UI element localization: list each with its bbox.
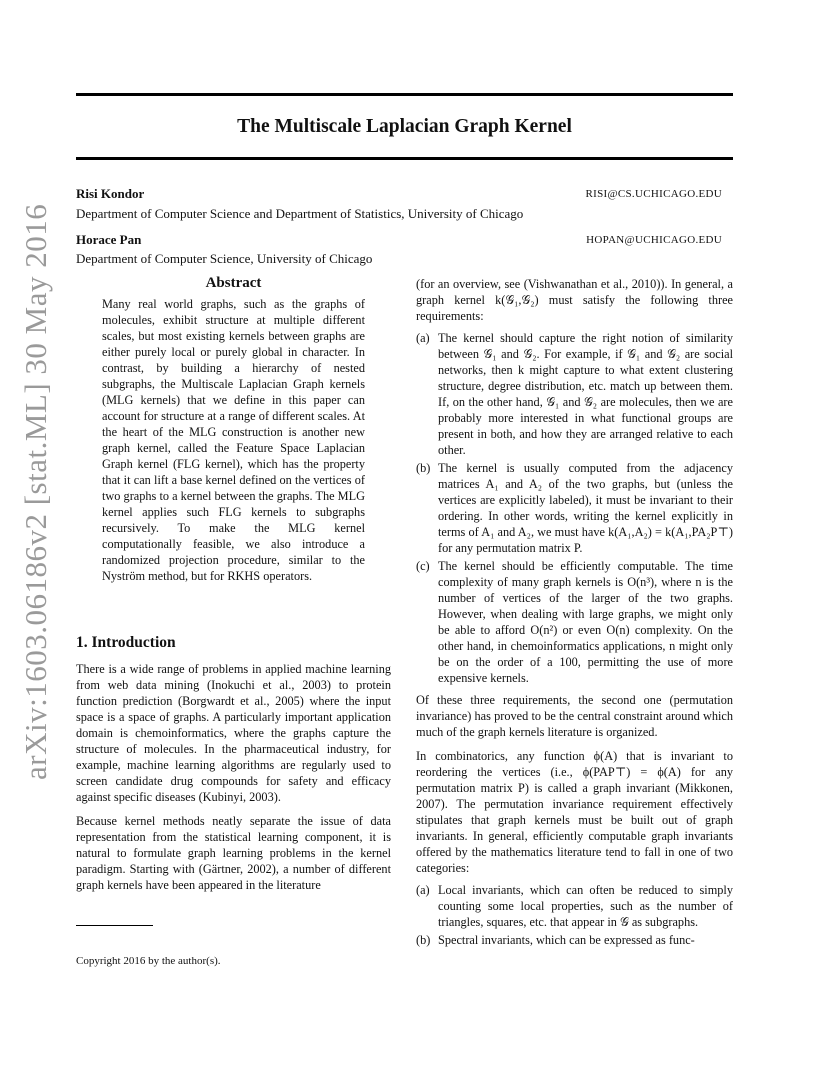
enum-label: (a) (416, 883, 430, 897)
author-affiliation: Department of Computer Science, University of Chicago (76, 251, 373, 266)
requirement-text: The kernel should capture the right notion of similarity between 𝒢₁ and 𝒢₂. For example, if 𝒢₁ and 𝒢₂ are social networks, then k might capture to what extent clustering structure, degree distribution, etc. match up between them. If, on the other hand, 𝒢₁ and 𝒢₂ are molecules, then we are probably more interested in what functional groups are present in both, and how they are arranged relative to each other. (438, 331, 733, 457)
intro-paragraph: There is a wide range of problems in applied machine learning from web data mining (Inokuchi et al., 2003) to protein function prediction (Borgwardt et al., 2005) where the input space is a space of graphs. A particularly important application domain is chemoinformatics, where the graphs capture the structure of molecules. In the pharmaceutical industry, for example, machine learning algorithms are regularly used to screen candidate drug compounds for safety and efficacy against specific diseases (Kubinyi, 2003). (76, 662, 391, 804)
abstract-heading: Abstract (205, 275, 262, 291)
category-text: Spectral invariants, which can be expressed as func- (438, 933, 695, 947)
requirement-item (416, 460, 733, 556)
paper-title: The Multiscale Laplacian Graph Kernel (237, 116, 572, 137)
enum-label: (b) (416, 461, 431, 475)
requirement-text: The kernel should be efficiently computable. The time complexity of many graph kernels is O(n³), where n is the number of vertices of the larger of the two graphs. However, when dealing with large graphs, we might only be able to afford O(n²) or even O(n) complexity. On the other hand, in chemoinformatics applications, n might only be on the order of a 100, permitting the use of more expensive kernels. (438, 559, 733, 685)
title-bottom-rule (76, 157, 733, 160)
author-name: Horace Pan (76, 232, 142, 247)
requirement-text: The kernel is usually computed from the adjacency matrices A₁ and A₂ of the two graphs, but (unless the vertices are explicitly labeled), it must be invariant to their ordering. In other words, writing the kernel explicitly in terms of A₁ and A₂, we must have k(A₁,A₂) = k(A₁,PA₂P⊤) for any permutation matrix P. (438, 461, 733, 555)
enum-label: (b) (416, 933, 431, 947)
section-heading-introduction: 1. Introduction (76, 634, 176, 651)
author-email: RISI@CS.UCHICAGO.EDU (585, 188, 722, 200)
arxiv-stamp: arXiv:1603.06186v2 [stat.ML] 30 May 2016 (18, 203, 53, 780)
category-text: Local invariants, which can often be reduced to simply counting some local properties, such as the number of triangles, squares, etc. that appear in 𝒢 as subgraphs. (438, 883, 733, 929)
footnote-rule (76, 925, 153, 926)
enum-label: (c) (416, 559, 430, 573)
intro-paragraph: Because kernel methods neatly separate the issue of data representation from the statistical learning component, it is natural to formulate graph learning problems in the kernel paradigm. Starting with (Gärtner, 2002), a number of different graph kernels have been appeared in the literature (76, 814, 391, 892)
author-name: Risi Kondor (76, 186, 145, 201)
requirement-item (416, 330, 733, 458)
body-paragraph: In combinatorics, any function ϕ(A) that is invariant to reordering the vertices (i.e., ϕ(PAP⊤) = ϕ(A) for any permutation matrix P) is called a graph invariant (Mikkonen, 2007). The permutation invariance requirement effectively stipulates that graph kernels must be built out of graph invariants. In general, efficiently computable graph invariants offered by the mathematics literature tend to fall in one of two categories: (416, 749, 733, 875)
title-top-rule (76, 93, 733, 96)
author-email: HOPAN@UCHICAGO.EDU (586, 234, 722, 246)
body-paragraph: (for an overview, see (Vishwanathan et al., 2010)). In general, a graph kernel k(𝒢₁,𝒢₂) must satisfy the following three requirements: (416, 277, 733, 323)
abstract-text: Many real world graphs, such as the graphs of molecules, exhibit structure at multiple different scales, but most existing kernels between graphs are either purely local or purely global in character. In contrast, by building a hierarchy of nested subgraphs, the Multiscale Laplacian Graph kernels (MLG kernels) that we define in this paper can account for structure at a range of different scales. At the heart of the MLG construction is another new graph kernel, called the Feature Space Laplacian Graph kernel (FLG kernel), which has the property that it can lift a base kernel defined on the vertices of two graphs to a kernel between the graphs. The MLG kernel applies such FLG kernels to subgraphs recursively. To make the MLG kernel computationally feasible, we also introduce a randomized projection procedure, similar to the Nyström method, but for RKHS operators. (102, 297, 365, 583)
requirement-item (416, 558, 733, 686)
copyright-footnote: Copyright 2016 by the author(s). (76, 955, 221, 967)
category-item (416, 932, 733, 948)
author-affiliation: Department of Computer Science and Department of Statistics, University of Chicago (76, 206, 524, 221)
body-paragraph: Of these three requirements, the second one (permutation invariance) has proved to be the central constraint around which much of the graph kernels literature is organized. (416, 693, 733, 739)
category-item (416, 882, 733, 930)
enum-label: (a) (416, 331, 430, 345)
